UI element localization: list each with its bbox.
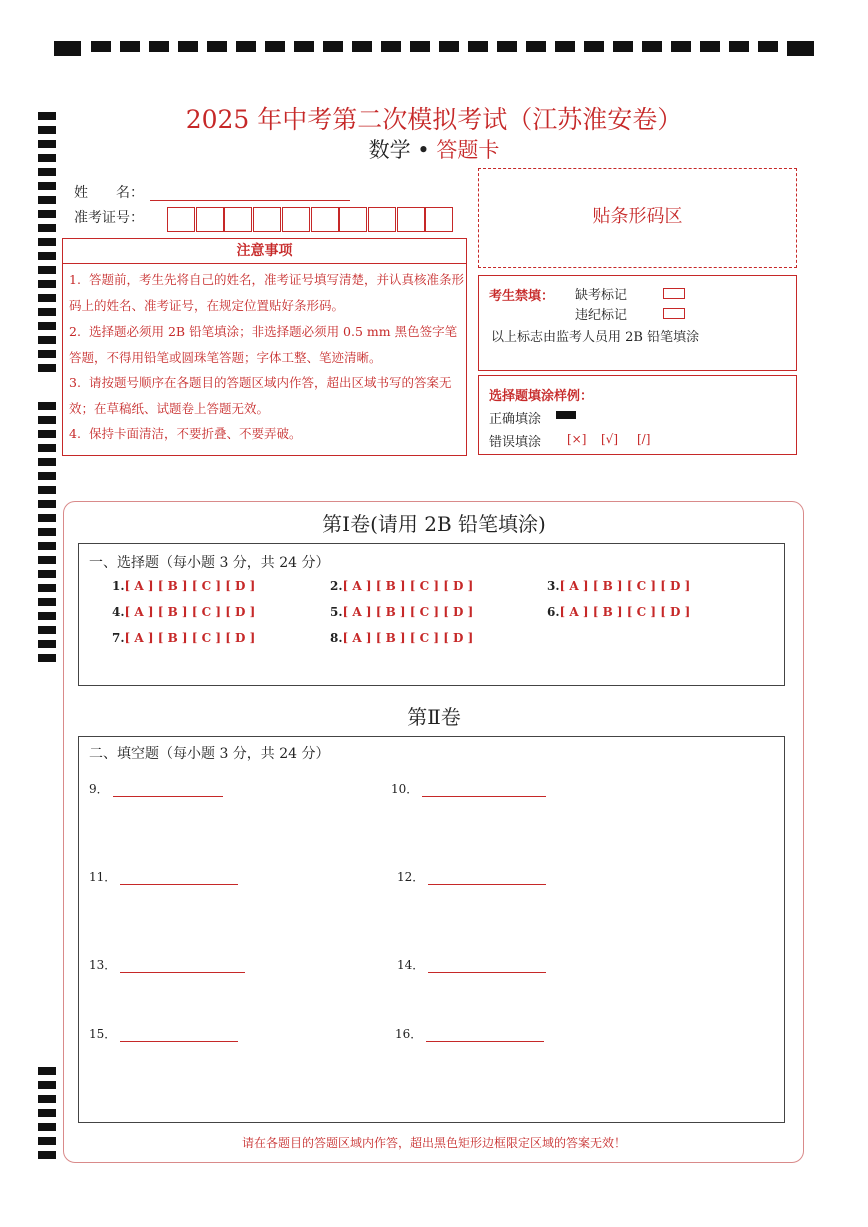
- violation-label: 违纪标记: [575, 308, 628, 323]
- blank-number: 11．: [89, 870, 117, 884]
- timing-mark: [38, 294, 56, 302]
- timing-mark: [38, 322, 56, 330]
- id-label: 准考证号：: [74, 210, 144, 226]
- answer-options[interactable]: [ A ] [ B ] [ C ] [ D ]: [124, 579, 256, 593]
- barcode-area: 贴条形码区: [478, 168, 797, 268]
- exam-title: 2025 年中考第二次模拟考试（江苏淮安卷）: [185, 105, 683, 134]
- subject-label: 数学: [368, 138, 411, 162]
- timing-mark: [38, 336, 56, 344]
- blank-number: 10．: [391, 782, 419, 796]
- answer-options[interactable]: [ A ] [ B ] [ C ] [ D ]: [124, 605, 256, 619]
- choice-question[interactable]: [330, 631, 473, 645]
- timing-mark: [38, 640, 56, 648]
- timing-mark: [38, 612, 56, 620]
- question-number: 2.: [330, 579, 343, 593]
- notice-heading: 注意事项: [63, 239, 466, 264]
- timing-mark: [38, 402, 56, 410]
- answer-options[interactable]: [ A ] [ B ] [ C ] [ D ]: [559, 579, 691, 593]
- timing-mark: [91, 41, 111, 52]
- question-number: 7.: [112, 631, 125, 645]
- blank-number: 15．: [89, 1027, 117, 1041]
- choice-question[interactable]: [112, 631, 255, 645]
- timing-mark: [584, 41, 604, 52]
- question-number: 4.: [112, 605, 125, 619]
- answer-line[interactable]: [120, 1029, 238, 1042]
- footer-note: 请在各题目的答题区域内作答，超出黑色矩形边框限定区域的答案无效！: [241, 1136, 626, 1150]
- blank-number: 12．: [397, 870, 425, 884]
- timing-mark: [236, 41, 256, 52]
- timing-mark: [613, 41, 633, 52]
- choice-question[interactable]: [330, 579, 473, 593]
- timing-mark: [758, 41, 778, 52]
- exam-id-digit-box[interactable]: [339, 207, 367, 232]
- timing-mark: [38, 1067, 56, 1075]
- timing-mark: [38, 238, 56, 246]
- answer-options[interactable]: [ A ] [ B ] [ C ] [ D ]: [342, 579, 474, 593]
- notice-item-num: 3.: [69, 375, 81, 390]
- timing-mark: [178, 41, 198, 52]
- answer-line[interactable]: [113, 784, 223, 797]
- correct-fill-label: 正确填涂: [489, 412, 542, 427]
- violation-mark-box[interactable]: [663, 308, 685, 319]
- notice-item-num: 1.: [69, 272, 81, 287]
- wrong-fill-label: 错误填涂: [489, 435, 542, 450]
- timing-mark: [38, 1123, 56, 1131]
- timing-mark: [38, 472, 56, 480]
- notice-item-text: 保持卡面清洁，不要折叠、不要弄破。: [89, 426, 302, 441]
- timing-mark: [38, 1095, 56, 1103]
- timing-mark: [38, 1151, 56, 1159]
- fill-blank-question: [89, 1025, 238, 1042]
- name-field[interactable]: [150, 182, 350, 201]
- choice-question[interactable]: [112, 605, 255, 619]
- correct-fill-sample: [556, 411, 576, 419]
- exam-id-digit-box[interactable]: [397, 207, 425, 232]
- fill-blank-question: [397, 868, 546, 885]
- absent-label: 缺考标记: [575, 288, 628, 303]
- notice-item-text: 请按题号顺序在各题目的答题区域内作答，超出区域书写的答案无效；在草稿纸、试题卷上答题无效。: [69, 375, 452, 416]
- timing-mark: [38, 1081, 56, 1089]
- timing-mark: [38, 500, 56, 508]
- timing-mark: [555, 41, 575, 52]
- timing-mark: [38, 168, 56, 176]
- timing-mark: [700, 41, 720, 52]
- dot-separator: •: [417, 138, 430, 162]
- choice-question[interactable]: [330, 605, 473, 619]
- forbidden-box: [478, 275, 797, 371]
- fill-blank-question: [89, 868, 238, 885]
- fill-example-heading: 选择题填涂样例：: [489, 389, 594, 404]
- timing-mark: [38, 598, 56, 606]
- fill-blank-question: [397, 956, 546, 973]
- blank-number: 16．: [395, 1027, 423, 1041]
- timing-mark: [38, 252, 56, 260]
- timing-mark: [38, 350, 56, 358]
- wrong-mark-slash: [/]: [637, 432, 651, 446]
- notice-item-text: 答题前，考生先将自己的姓名，准考证号填写清楚，并认真核准条形码上的姓名、准考证号，在规定位置贴好条形码。: [69, 272, 465, 313]
- timing-mark: [410, 41, 430, 52]
- fill-example-box: [478, 375, 797, 455]
- forbidden-note: 以上标志由监考人员用 2B 铅笔填涂: [491, 330, 700, 345]
- timing-mark: [38, 654, 56, 662]
- timing-mark: [294, 41, 314, 52]
- timing-mark: [642, 41, 662, 52]
- answer-line[interactable]: [426, 1029, 544, 1042]
- timing-mark: [38, 430, 56, 438]
- notice-item-2: [69, 319, 465, 370]
- exam-id-digit-box[interactable]: [196, 207, 224, 232]
- answer-options[interactable]: [ A ] [ B ] [ C ] [ D ]: [559, 605, 691, 619]
- timing-mark: [265, 41, 285, 52]
- answer-card-label: 答题卡: [436, 138, 500, 162]
- answer-line[interactable]: [428, 872, 546, 885]
- answer-line[interactable]: [428, 960, 546, 973]
- timing-mark: [207, 41, 227, 52]
- timing-mark: [38, 542, 56, 550]
- timing-mark: [38, 210, 56, 218]
- timing-mark: [38, 196, 56, 204]
- absent-mark-box[interactable]: [663, 288, 685, 299]
- timing-mark: [729, 41, 749, 52]
- name-label: 姓 名：: [74, 185, 144, 201]
- notice-item-num: 2.: [69, 324, 81, 339]
- timing-mark: [38, 626, 56, 634]
- wrong-mark-x: [×]: [567, 432, 587, 446]
- answer-options[interactable]: [ A ] [ B ] [ C ] [ D ]: [342, 605, 474, 619]
- timing-mark: [671, 41, 691, 52]
- exam-id-digit-box[interactable]: [253, 207, 281, 232]
- timing-mark: [54, 41, 81, 56]
- answer-options[interactable]: [ A ] [ B ] [ C ] [ D ]: [124, 631, 256, 645]
- part1-title: 第Ⅰ卷(请用 2B 铅笔填涂): [322, 512, 546, 536]
- timing-mark: [38, 364, 56, 372]
- timing-mark: [38, 416, 56, 424]
- forbidden-label: 考生禁填：: [489, 289, 555, 304]
- timing-mark: [38, 584, 56, 592]
- answer-line[interactable]: [120, 872, 238, 885]
- choice-section-heading: 一、选择题（每小题 3 分，共 24 分）: [89, 555, 330, 571]
- timing-mark: [38, 486, 56, 494]
- timing-mark: [38, 266, 56, 274]
- timing-mark: [149, 41, 169, 52]
- question-number: 8.: [330, 631, 343, 645]
- timing-mark: [120, 41, 140, 52]
- timing-mark: [38, 280, 56, 288]
- notice-item-num: 4.: [69, 426, 81, 441]
- part2-title: 第Ⅱ卷: [407, 705, 461, 729]
- question-number: 5.: [330, 605, 343, 619]
- timing-mark: [38, 570, 56, 578]
- exam-id-digit-box[interactable]: [282, 207, 310, 232]
- fill-blank-heading: 二、填空题（每小题 3 分，共 24 分）: [89, 746, 330, 762]
- exam-id-digit-box[interactable]: [425, 207, 453, 232]
- timing-mark: [787, 41, 814, 56]
- blank-number: 9．: [89, 782, 109, 796]
- fill-blank-question: [89, 956, 245, 973]
- answer-options[interactable]: [ A ] [ B ] [ C ] [ D ]: [342, 631, 474, 645]
- timing-mark: [38, 1109, 56, 1117]
- question-number: 3.: [547, 579, 560, 593]
- blank-number: 14．: [397, 958, 425, 972]
- notice-item-1: [69, 267, 465, 318]
- timing-mark: [38, 308, 56, 316]
- answer-line[interactable]: [120, 960, 245, 973]
- timing-mark: [381, 41, 401, 52]
- blank-number: 13．: [89, 958, 117, 972]
- question-number: 1.: [112, 579, 125, 593]
- exam-subtitle: [0, 134, 868, 164]
- notice-item-4: [69, 421, 465, 447]
- timing-mark: [38, 458, 56, 466]
- exam-id-digit-box[interactable]: [368, 207, 396, 232]
- timing-mark: [468, 41, 488, 52]
- exam-id-digit-box[interactable]: [311, 207, 339, 232]
- notice-box: [62, 238, 467, 456]
- timing-mark: [497, 41, 517, 52]
- fill-blank-question: [395, 1025, 544, 1042]
- notice-item-text: 选择题必须用 2B 铅笔填涂；非选择题必须用 0.5 mm 黑色签字笔答题，不得用铅笔或圆珠笔答题；字体工整、笔迹清晰。: [69, 324, 458, 365]
- timing-mark: [323, 41, 343, 52]
- timing-mark: [38, 556, 56, 564]
- choice-question[interactable]: [547, 605, 690, 619]
- exam-id-digit-box[interactable]: [167, 207, 195, 232]
- question-number: 6.: [547, 605, 560, 619]
- timing-mark: [38, 444, 56, 452]
- fill-blank-question: [89, 780, 223, 797]
- timing-mark: [352, 41, 372, 52]
- choice-question[interactable]: [547, 579, 690, 593]
- fill-blank-question: [391, 780, 546, 797]
- exam-id-digit-box[interactable]: [224, 207, 252, 232]
- timing-mark: [439, 41, 459, 52]
- choice-question[interactable]: [112, 579, 255, 593]
- answer-line[interactable]: [422, 784, 546, 797]
- timing-mark: [526, 41, 546, 52]
- timing-mark: [38, 182, 56, 190]
- timing-mark: [38, 224, 56, 232]
- notice-item-3: [69, 370, 465, 421]
- wrong-mark-check: [√]: [601, 432, 619, 446]
